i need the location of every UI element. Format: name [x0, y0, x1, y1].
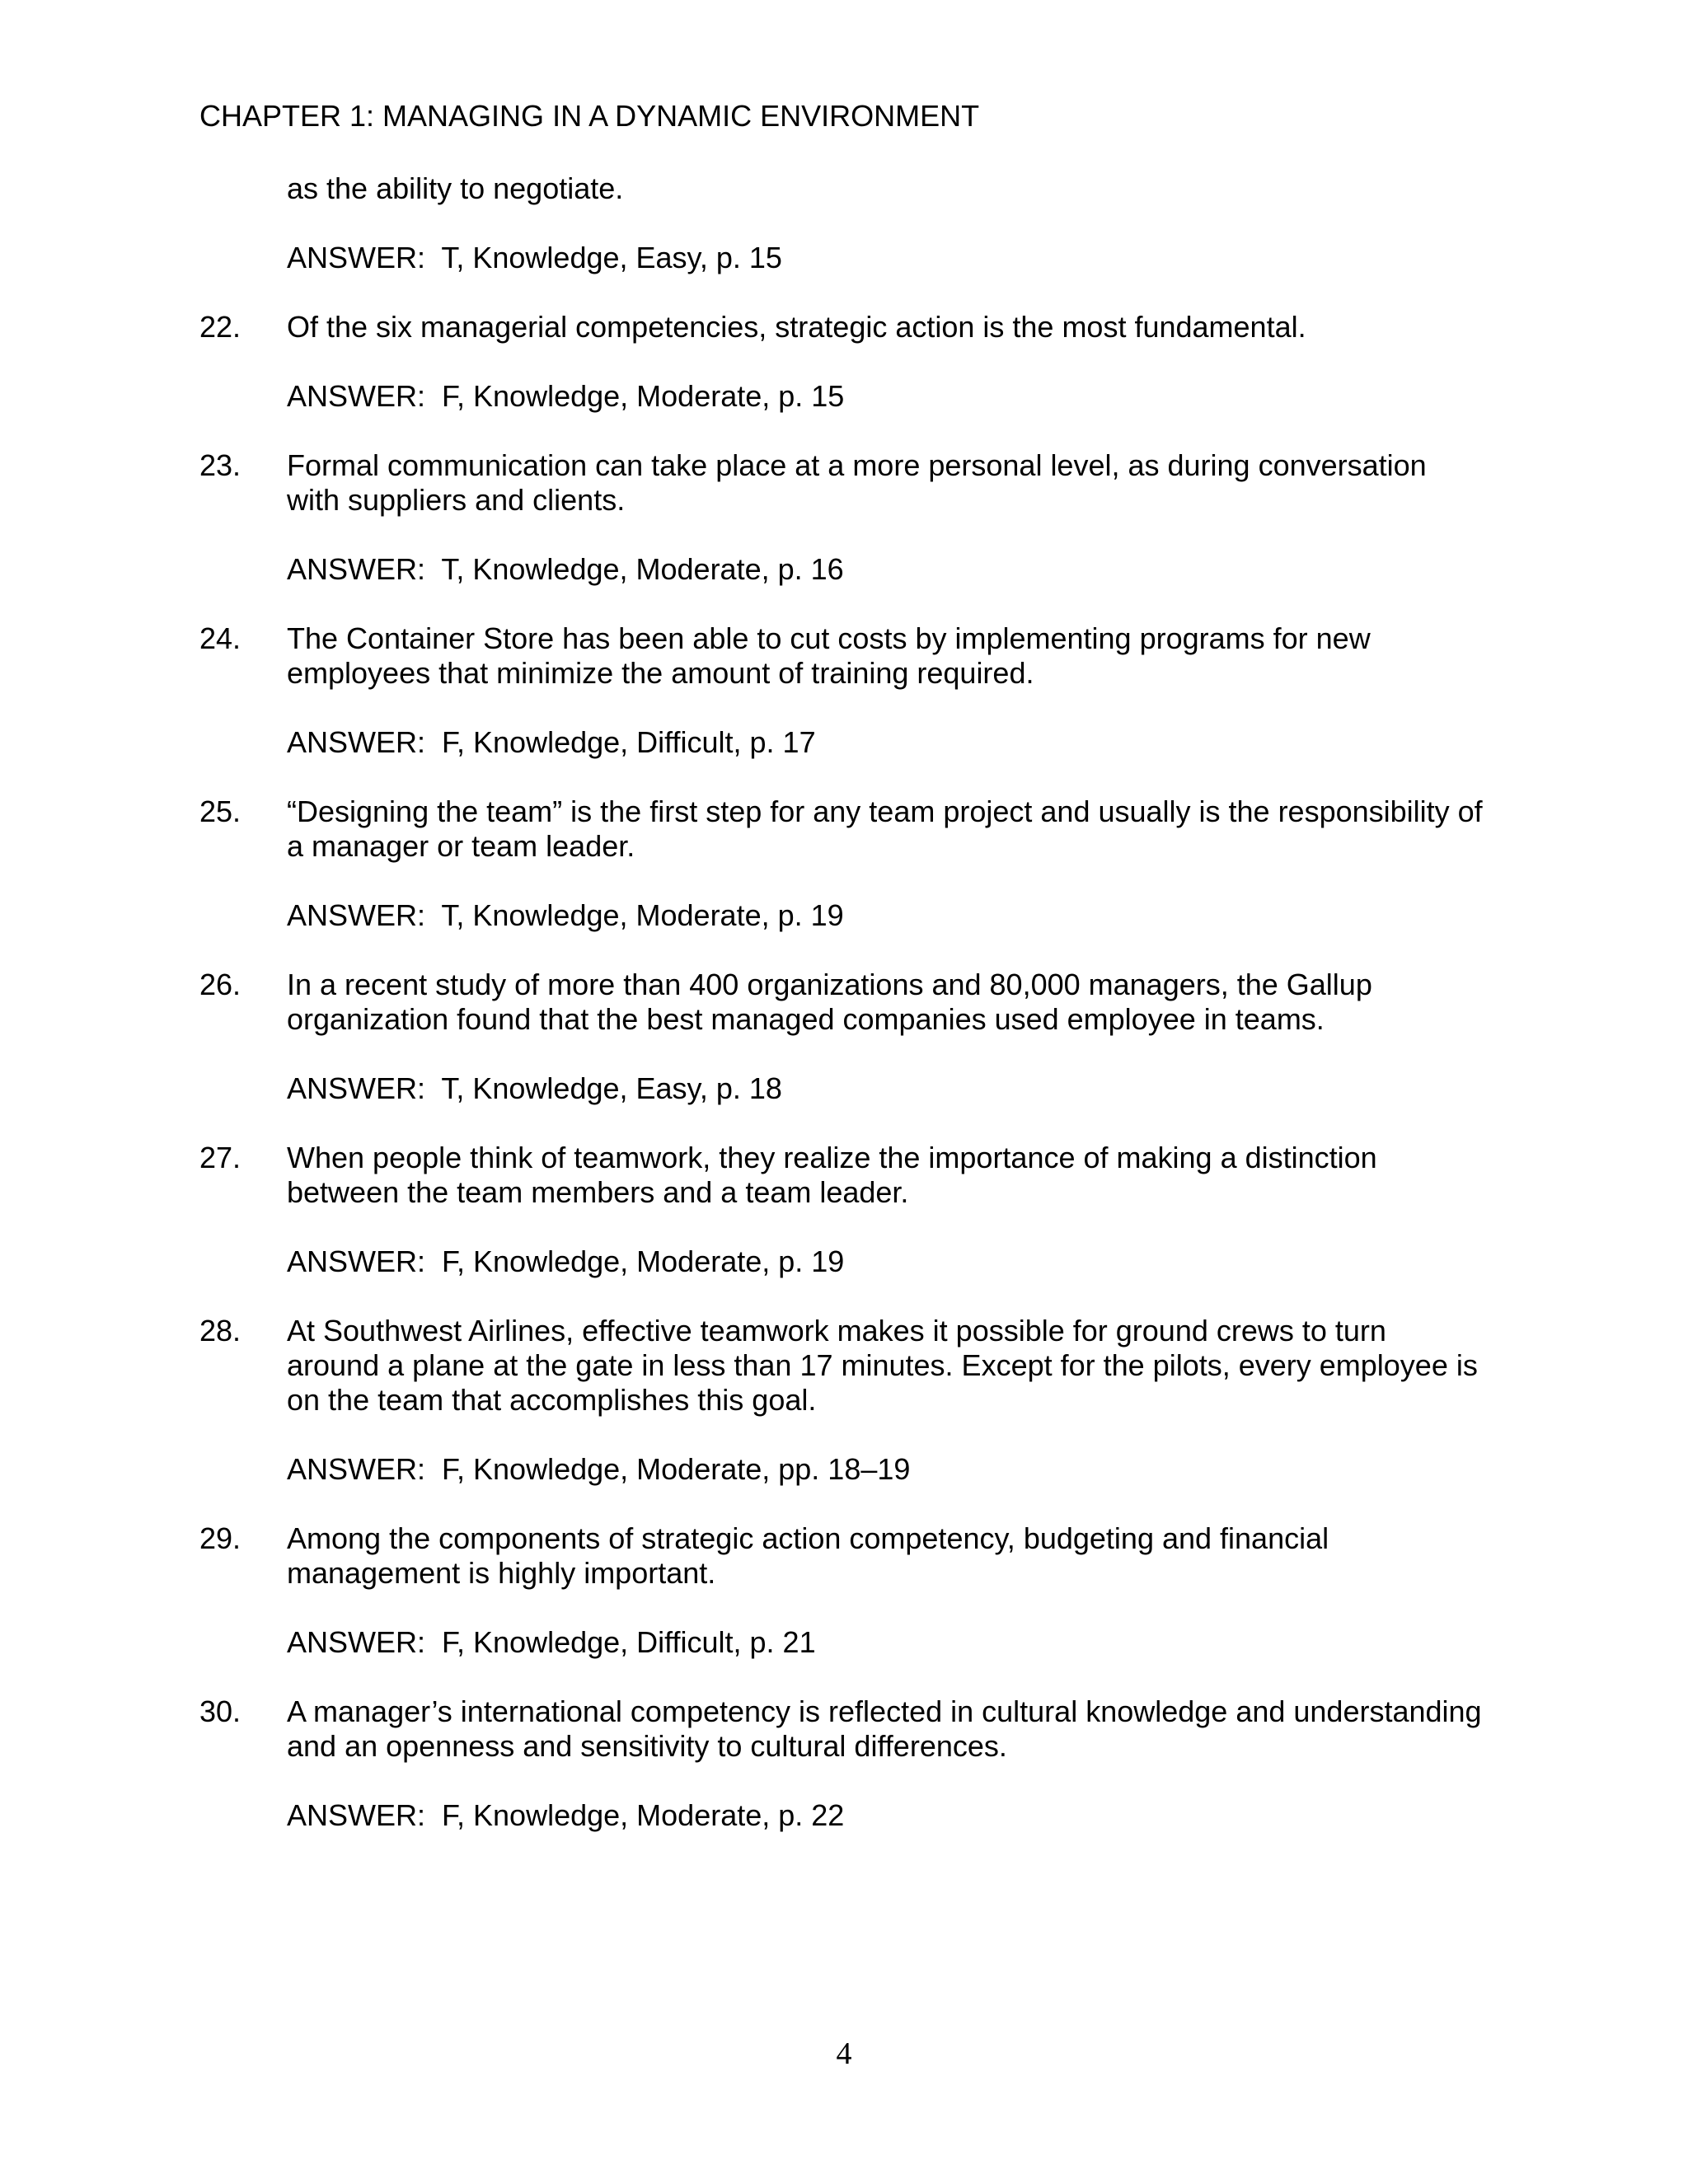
question-number: 25.: [199, 794, 241, 828]
answer-24: ANSWER: F, Knowledge, Difficult, p. 17: [287, 725, 816, 759]
question-number: 28.: [199, 1314, 241, 1347]
question-23: [199, 448, 1485, 518]
answer-22: ANSWER: F, Knowledge, Moderate, p. 15: [287, 379, 845, 413]
answer-30: ANSWER: F, Knowledge, Moderate, p. 22: [287, 1798, 845, 1832]
question-25: [199, 794, 1485, 864]
question-text: In a recent study of more than 400 organizations and 80,000 managers, the Gallup organization found that the best managed companies used employee in teams.: [287, 968, 1372, 1036]
question-text: Among the components of strategic action competency, budgeting and financial management is highly important.: [287, 1521, 1329, 1590]
question-29: [199, 1521, 1485, 1591]
question-22: [199, 310, 1485, 344]
answer-23: ANSWER: T, Knowledge, Moderate, p. 16: [287, 552, 844, 586]
question-text: Of the six managerial competencies, strategic action is the most fundamental.: [287, 310, 1306, 344]
answer-25: ANSWER: T, Knowledge, Moderate, p. 19: [287, 898, 844, 932]
question-number: 24.: [199, 621, 241, 655]
question-text: The Container Store has been able to cut costs by implementing programs for new employees that minimize the amount of training required.: [287, 621, 1371, 690]
question-number: 26.: [199, 968, 241, 1001]
answer-29: ANSWER: F, Knowledge, Difficult, p. 21: [287, 1625, 816, 1659]
answer-27: ANSWER: F, Knowledge, Moderate, p. 19: [287, 1244, 845, 1278]
question-text: Formal communication can take place at a more personal level, as during conversation with suppliers and clients.: [287, 448, 1427, 517]
answer-28: ANSWER: F, Knowledge, Moderate, pp. 18–19: [287, 1452, 911, 1486]
chapter-header: CHAPTER 1: MANAGING IN A DYNAMIC ENVIRONMENT: [199, 99, 980, 133]
question-text: “Designing the team” is the first step for any team project and usually is the responsibility of a manager or team leader.: [287, 794, 1483, 863]
question-list: [199, 171, 1485, 1833]
question-number: 29.: [199, 1521, 241, 1555]
question-text: When people think of teamwork, they realize the importance of making a distinction between the team members and a team leader.: [287, 1141, 1377, 1209]
question-number: 30.: [199, 1694, 241, 1728]
page-number: 4: [836, 2036, 852, 2071]
question-text: At Southwest Airlines, effective teamwork makes it possible for ground crews to turn around a plane at the gate in less than 17 minutes. Except for the pilots, every employee is on the team that accomplishes this goal.: [287, 1314, 1478, 1417]
continuation-text: as the ability to negotiate.: [287, 171, 624, 205]
question-number: 27.: [199, 1141, 241, 1174]
question-number: 23.: [199, 448, 241, 482]
question-number: 22.: [199, 310, 241, 344]
question-text: A manager’s international competency is reflected in cultural knowledge and understanding and an openness and sensitivity to cultural differences.: [287, 1694, 1482, 1763]
question-26: [199, 968, 1485, 1037]
answer-26: ANSWER: T, Knowledge, Easy, p. 18: [287, 1071, 782, 1105]
question-28: [199, 1314, 1485, 1418]
question-27: [199, 1141, 1485, 1210]
continuation-answer: ANSWER: T, Knowledge, Easy, p. 15: [287, 241, 782, 274]
question-24: [199, 621, 1485, 691]
question-30: [199, 1694, 1485, 1764]
